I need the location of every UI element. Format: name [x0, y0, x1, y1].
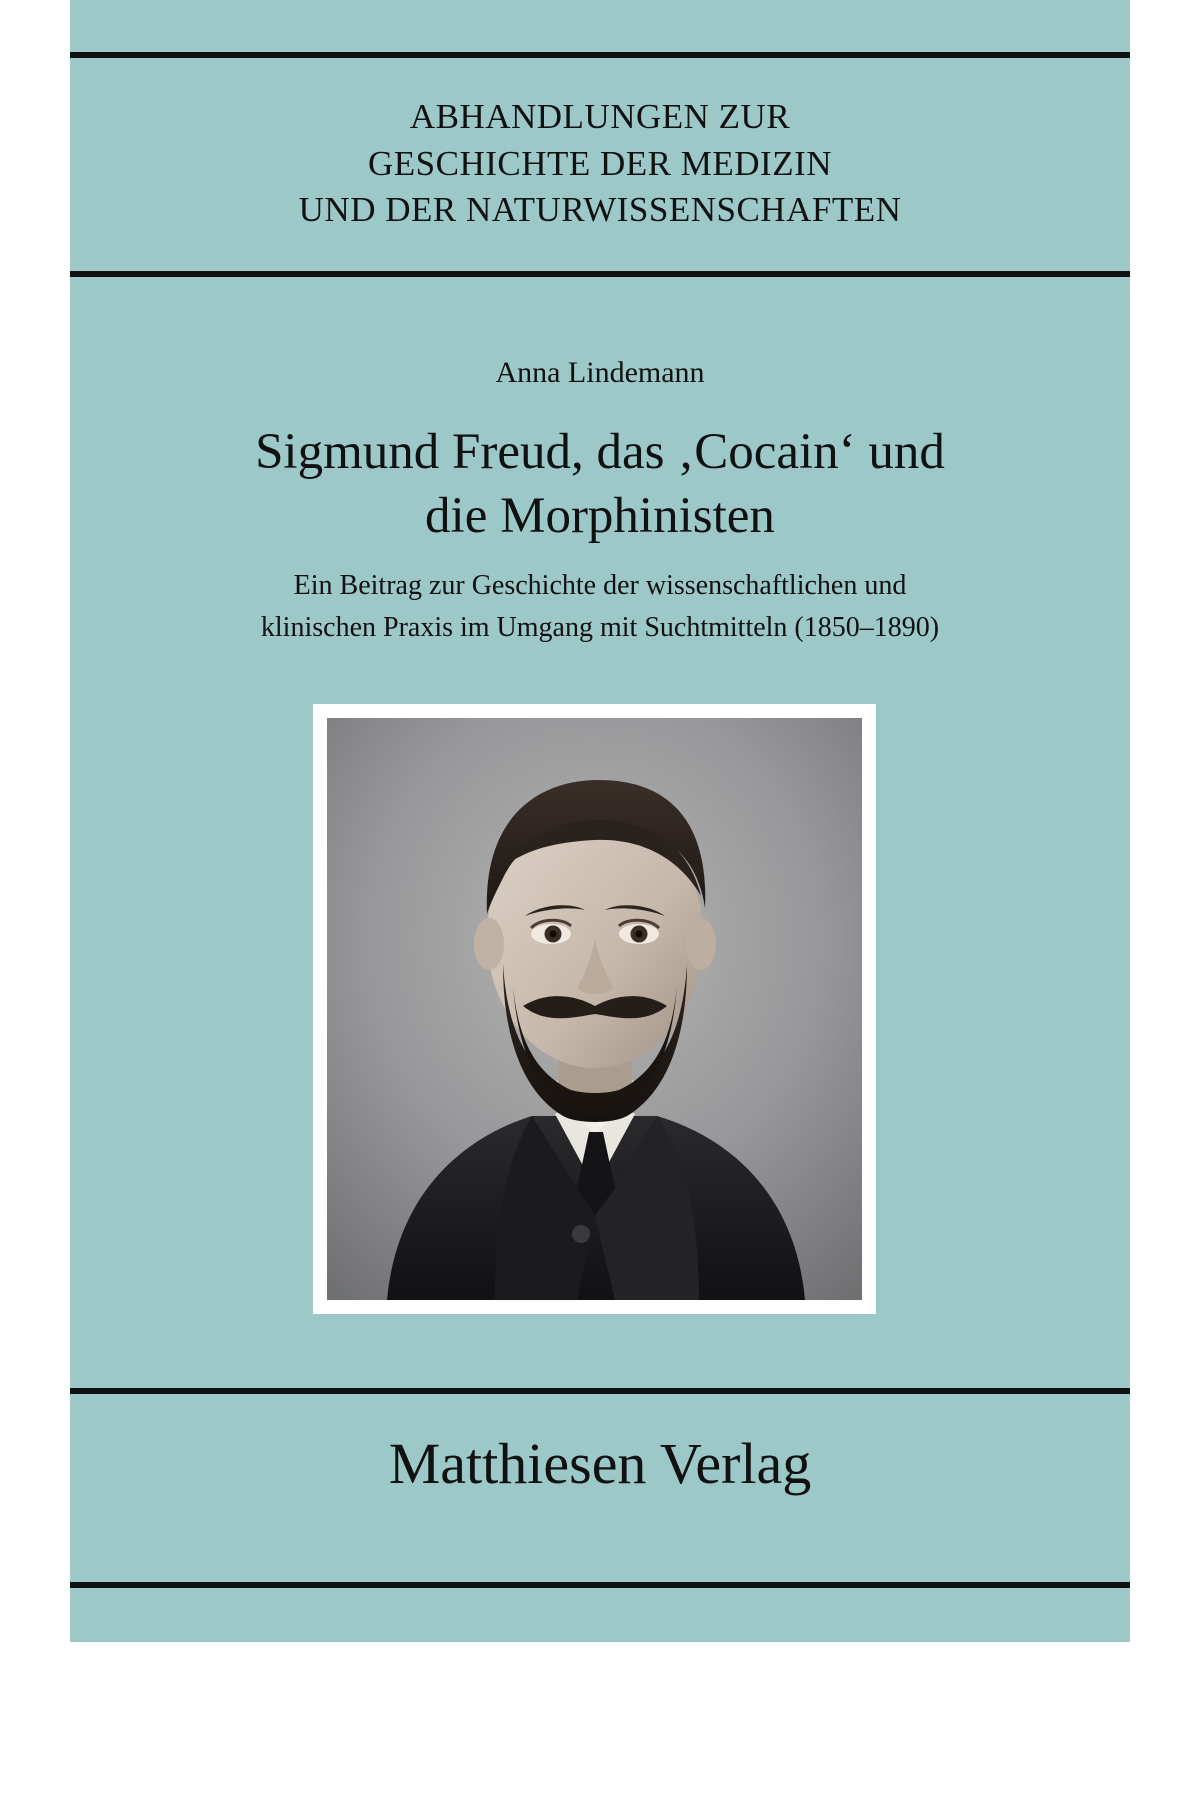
series-title — [70, 94, 1130, 234]
portrait-frame — [313, 704, 876, 1314]
divider-above-publisher — [70, 1388, 1130, 1394]
book-title — [70, 420, 1130, 549]
book-subtitle — [70, 565, 1130, 649]
divider-bottom — [70, 1582, 1130, 1588]
divider-under-series — [70, 271, 1130, 277]
book-title-line-2: die Morphinisten — [425, 488, 775, 545]
series-title-line-1: ABHANDLUNGEN ZUR — [409, 97, 791, 136]
divider-top — [70, 52, 1130, 58]
publisher-name: Matthiesen Verlag — [388, 1431, 812, 1496]
series-title-line-2: GESCHICHTE DER MEDIZIN — [367, 143, 833, 183]
author-name: Anna Lindemann — [495, 356, 705, 389]
book-subtitle-line-2: klinischen Praxis im Umgang mit Suchtmitteln (1850–1890) — [260, 612, 940, 643]
portrait-photo — [327, 718, 862, 1300]
series-title-line-3: UND DER NATURWISSENSCHAFTEN — [298, 190, 902, 230]
book-subtitle-line-1: Ein Beitrag zur Geschichte der wissenschaftlichen und — [293, 570, 907, 601]
book-title-line-1: Sigmund Freud, das ‚Cocain‘ und — [255, 424, 945, 480]
book-cover — [70, 0, 1130, 1642]
